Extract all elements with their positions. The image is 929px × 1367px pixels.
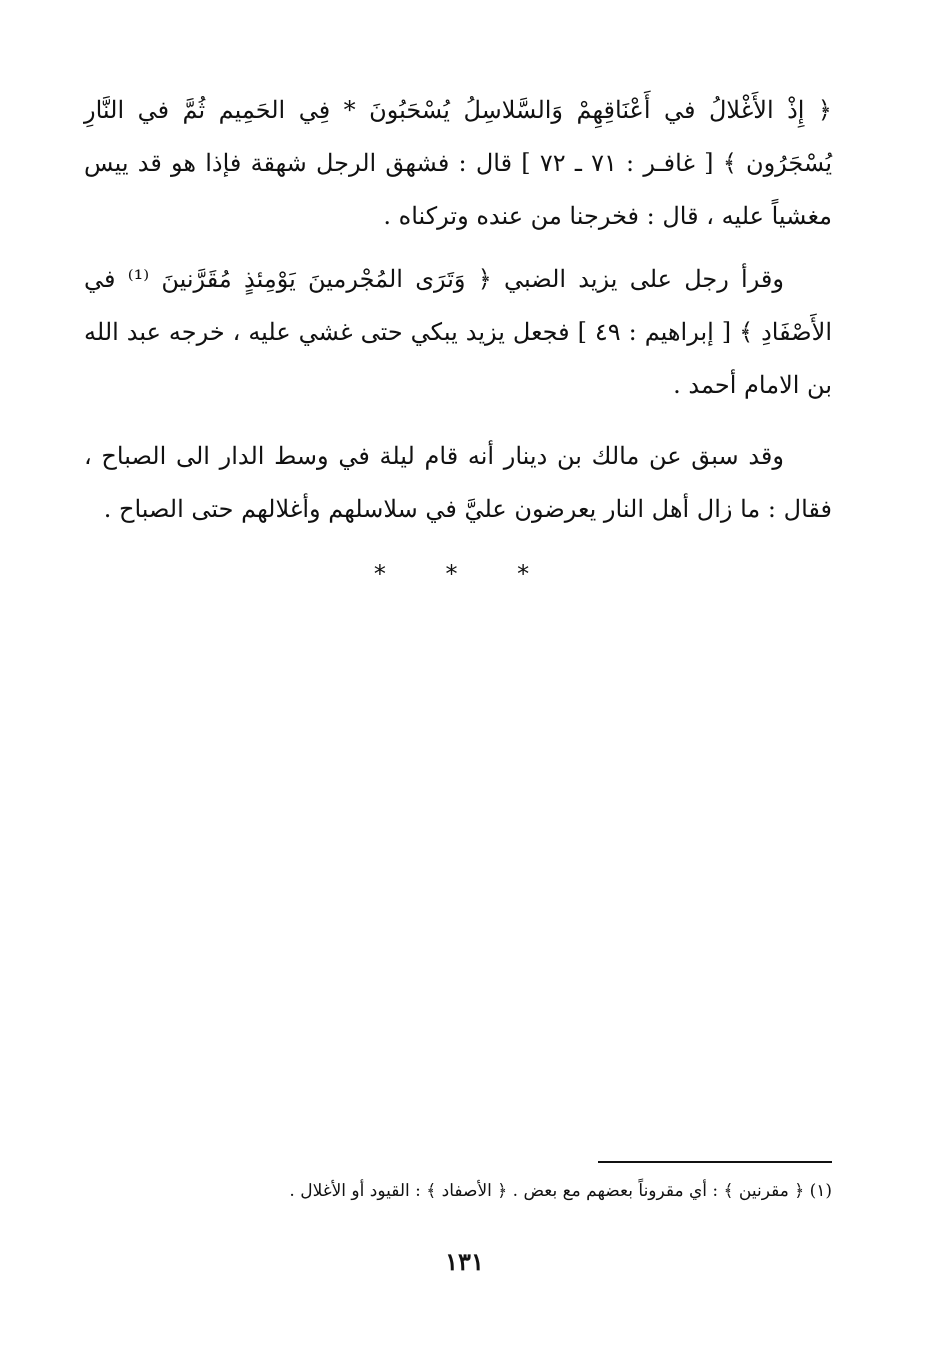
section-separator: * * * xyxy=(373,560,556,588)
footnote-divider xyxy=(598,1161,832,1163)
paragraph-gap xyxy=(84,412,832,430)
paragraph-2: وقرأ رجل على يزيد الضبي ﴿ وَتَرَى المُجْرمينَ يَوْمِئذٍ مُقَرَّنينَ ⁽¹⁾ في الأَصْفَادِ ﴾ [ إبراهيم : ٤٩ ] فجعل يزيد يبكي حتى غشي عليه ، خرجه عبد الله بن الامام أحمد . xyxy=(84,265,832,399)
footnote: (١) ﴿ مقرنين ﴾ : أي مقروناً بعضهم مع بعض . ﴿ الأصفاد ﴾ : القيود أو الأغلال . xyxy=(289,1181,832,1201)
page-number: ١٣١ xyxy=(445,1247,484,1276)
main-text xyxy=(84,84,832,536)
paragraph-gap xyxy=(84,243,832,253)
paragraph-1: ﴿ إِذْ الأَغْلالُ في أَعْنَاقِهِمْ وَالسَّلاسِلُ يُسْحَبُونَ * فِي الحَمِيم ثُمَّ في النَّارِ يُسْجَرُون ﴾ [ غافـر : ٧١ ـ ٧٢ ] قال : فشهق الرجل شهقة فإذا هو قد ييس مغشياً عليه ، قال : فخرجنا من عنده وتركناه . xyxy=(84,96,833,230)
paragraph-3: وقد سبق عن مالك بن دينار أنه قام ليلة في وسط الدار الى الصباح ، فقال : ما زال أهل النار يعرضون عليَّ في سلاسلهم وأغلالهم حتى الصباح . xyxy=(84,442,832,523)
